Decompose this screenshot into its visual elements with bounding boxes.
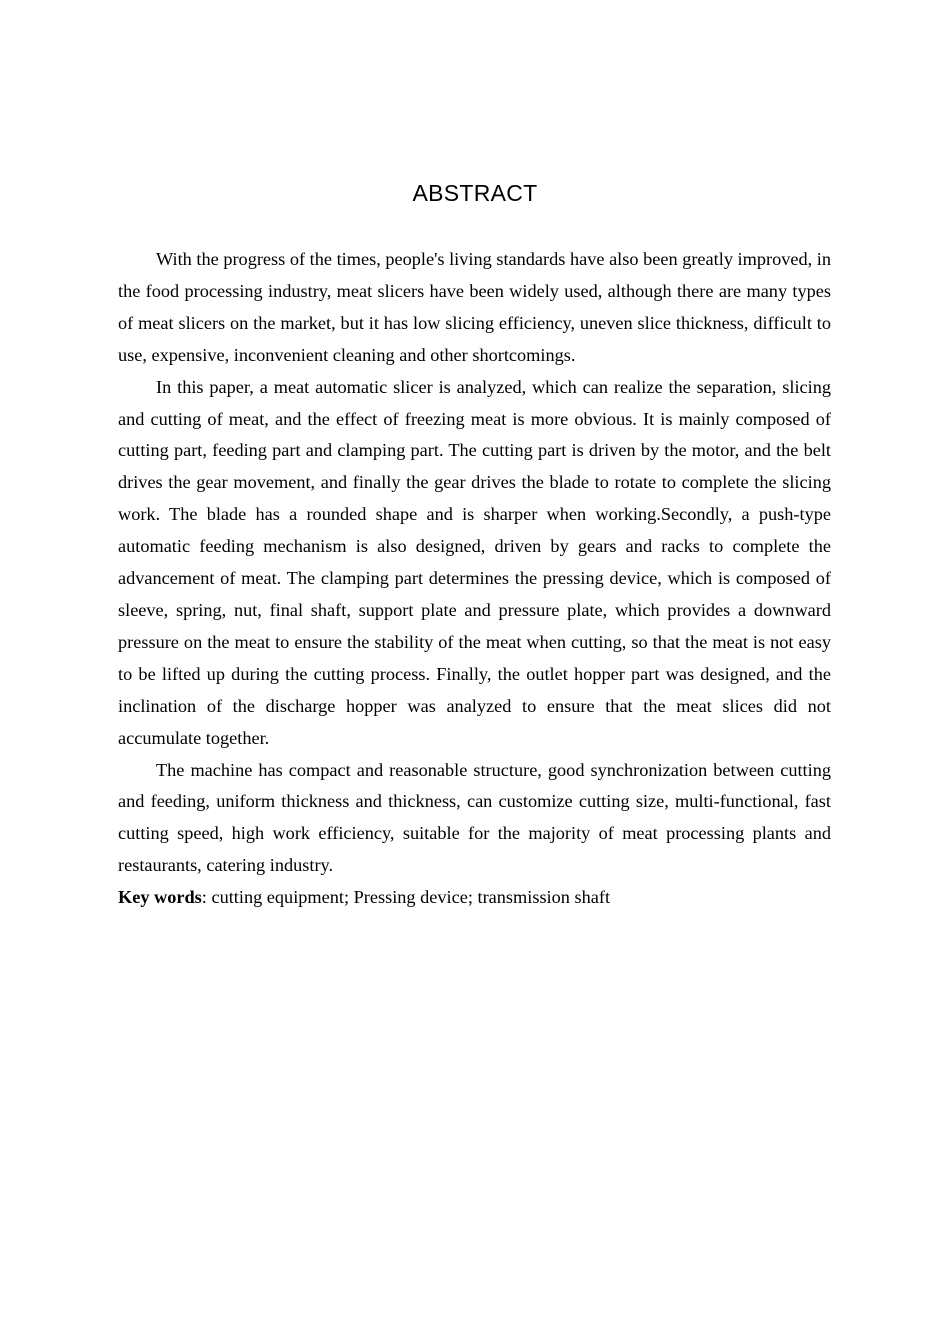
abstract-paragraph-1: With the progress of the times, people's living standards have also been greatly improved, in the food processing industry, meat slicers have been widely used, although there are many types of meat slicers on the market, but it has low slicing efficiency, uneven slice thickness, difficult to use, expensive, inconvenient cleaning and other shortcomings. [118, 249, 831, 365]
abstract-body [118, 244, 831, 914]
abstract-paragraph-2: In this paper, a meat automatic slicer is analyzed, which can realize the separation, slicing and cutting of meat, and the effect of freezing meat is more obvious. It is mainly composed of cutting part, feeding part and clamping part. The cutting part is driven by the motor, and the belt drives the gear movement, and finally the gear drives the blade to rotate to complete the slicing work. The blade has a rounded shape and is sharper when working.Secondly, a push-type automatic feeding mechanism is also designed, driven by gears and racks to complete the advancement of meat. The clamping part determines the pressing device, which is composed of sleeve, spring, nut, final shaft, support plate and pressure plate, which provides a downward pressure on the meat to ensure the stability of the meat when cutting, so that the meat is not easy to be lifted up during the cutting process. Finally, the outlet hopper part was designed, and the inclination of the discharge hopper was analyzed to ensure that the meat slices did not accumulate together. [118, 376, 831, 748]
keywords-line [118, 882, 831, 914]
keywords-separator: : [201, 887, 212, 908]
abstract-paragraph-3: The machine has compact and reasonable structure, good synchronization between cutting and feeding, uniform thickness and thickness, can customize cutting size, multi-functional, fast cutting speed, high work efficiency, suitable for the majority of meat processing plants and restaurants, catering industry. [118, 759, 831, 876]
keywords-text: cutting equipment; Pressing device; transmission shaft [211, 887, 611, 908]
abstract-title: ABSTRACT [412, 180, 538, 206]
keywords-label: Key words [118, 887, 202, 908]
